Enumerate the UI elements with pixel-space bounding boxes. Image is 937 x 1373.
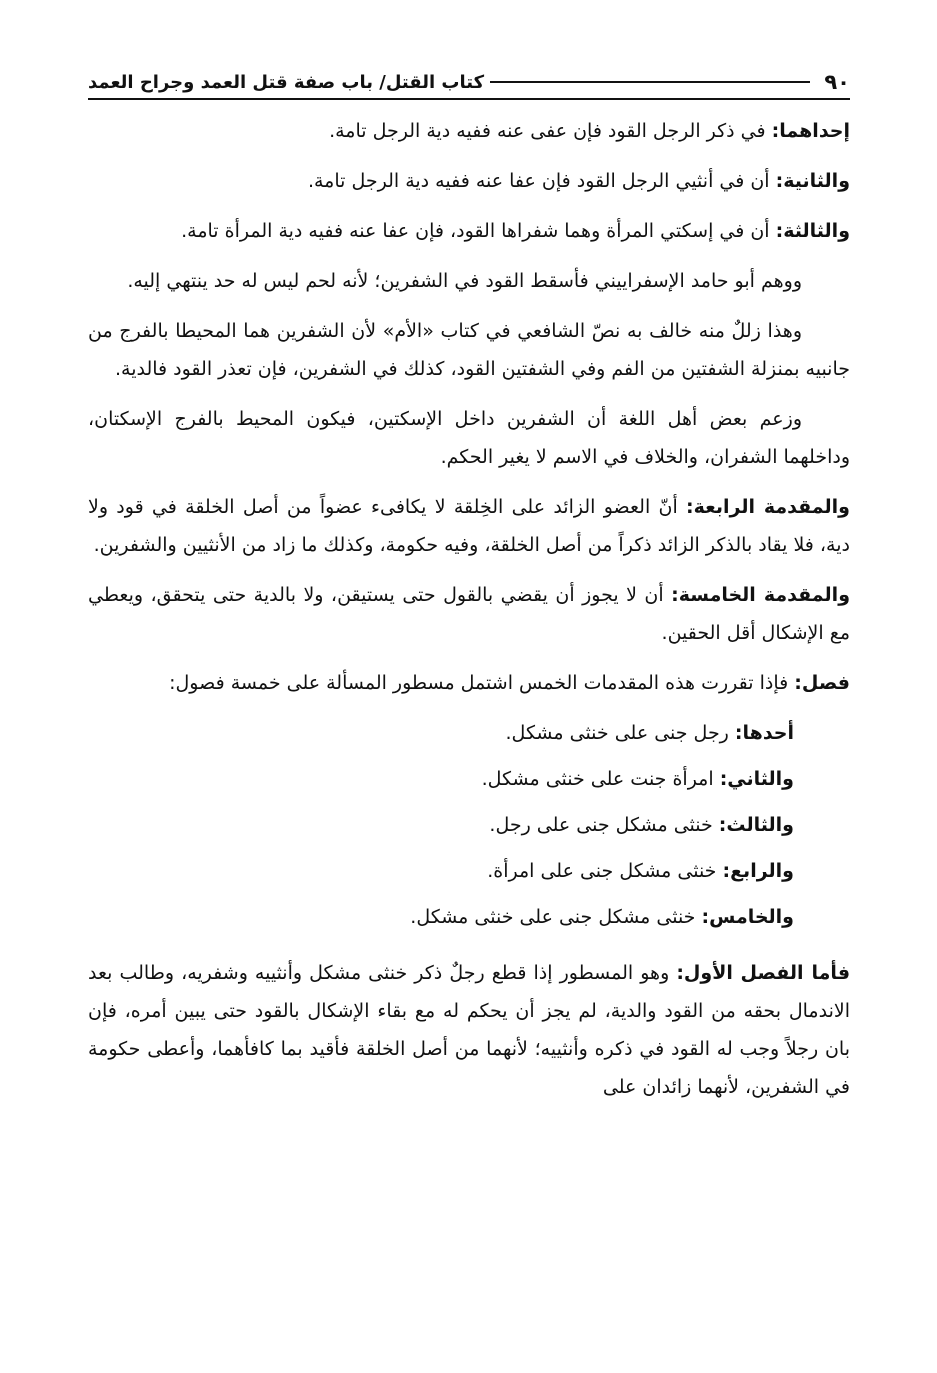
- page-header: [88, 66, 850, 100]
- premise-five-text: أن لا يجوز أن يقضي بالقول حتى يستيقن، ولا بالدية حتى يتحقق، ويعطي مع الإشكال أقل الحقين.: [88, 584, 850, 644]
- paragraph-language: وزعم بعض أهل اللغة أن الشفرين داخل الإسكتين، فيكون المحيط بالفرج الإسكتان، وداخلهما الشفران، والخلاف في الاسم لا يغير الحكم.: [88, 408, 850, 468]
- chapter-text: خنثى مشكل جنى على خنثى مشكل.: [410, 906, 696, 928]
- list-item: [88, 714, 794, 752]
- running-title: كتاب القتل/ باب صفة قتل العمد وجراح العمد: [88, 71, 485, 93]
- intro-item: [88, 162, 850, 200]
- chapter-text: خنثى مشكل جنى على رجل.: [489, 814, 713, 836]
- chapter-text: رجل جنى على خنثى مشكل.: [505, 722, 729, 744]
- first-chapter-paragraph: [88, 954, 850, 1106]
- first-chapter-label-a: فأما: [811, 962, 851, 984]
- premise-five-label: والمقدمة الخامسة:: [671, 584, 850, 606]
- page-number: ٩٠: [824, 70, 850, 94]
- premise-four-label: والمقدمة الرابعة:: [686, 496, 850, 518]
- section-text: فإذا تقررت هذه المقدمات الخمس اشتمل مسطور المسألة على خمسة فصول:: [169, 672, 789, 694]
- list-item: [88, 806, 794, 844]
- first-chapter-text: وهو المسطور إذا قطع رجلٌ ذكر خنثى مشكل وأنثييه وشفريه، وطالب بعد الاندمال بحقه من القود والدية، لم يجز أن يحكم له مع بقاء الإشكال بالقود حتى يبين أمره، فإن بان رجلاً وجب له القود في ذكره وأنثييه؛ لأنهما من أصل الخلقة فأقيد بما كافأهما، وأعطى حكومة في الشفرين، لأنهما زائدان على: [88, 962, 850, 1098]
- list-item: [88, 760, 794, 798]
- premise-four: [88, 488, 850, 564]
- premise-four-text: أنّ العضو الزائد على الخِلقة لا يكافىء عضواً من أصل الخلقة في قود ولا دية، فلا يقاد بالذكر الزائد ذكراً من أصل الخلقة، وفيه حكومة، وكذلك ما زاد من الأنثيين والشفرين.: [88, 496, 850, 556]
- chapter-label: والثالث:: [718, 814, 794, 836]
- chapter-label: أحدها:: [734, 722, 794, 744]
- chapter-label: والرابع:: [722, 860, 794, 882]
- paragraph-abu-hamid: ووهم أبو حامد الإسفراييني فأسقط القود في الشفرين؛ لأنه لحم ليس له حد ينتهي إليه.: [127, 270, 802, 292]
- intro-item: [88, 212, 850, 250]
- chapter-text: خنثى مشكل جنى على امرأة.: [487, 860, 717, 882]
- main-text: [88, 112, 850, 1118]
- section-label: فصل:: [794, 672, 850, 694]
- intro-item: [88, 112, 850, 150]
- intro-item-label: والثانية:: [775, 170, 850, 192]
- first-chapter-label-b: الفصل الأول:: [676, 962, 804, 984]
- section-paragraph: [88, 664, 850, 702]
- chapters-list: [88, 714, 794, 936]
- intro-item-text: أن في أنثيي الرجل القود فإن عفا عنه ففيه دية الرجل تامة.: [307, 170, 770, 192]
- chapter-label: والثاني:: [719, 768, 794, 790]
- paragraph-error: وهذا زللٌ منه خالف به نصّ الشافعي في كتاب «الأم» لأن الشفرين هما المحيطا بالفرج من جانبيه بمنزلة الشفتين من الفم وفي الشفتين القود، كذلك في الشفرين، فإن تعذر القود فالدية.: [88, 320, 850, 380]
- intro-item-label: والثالثة:: [775, 220, 850, 242]
- list-item: [88, 898, 794, 936]
- intro-item-label: إحداهما:: [771, 120, 850, 142]
- list-item: [88, 852, 794, 890]
- chapter-label: والخامس:: [701, 906, 794, 928]
- premise-five: [88, 576, 850, 652]
- header-rule: [490, 81, 810, 83]
- chapter-text: امرأة جنت على خنثى مشكل.: [481, 768, 714, 790]
- intro-item-text: أن في إسكتي المرأة وهما شفراها القود، فإن عفا عنه ففيه دية المرأة تامة.: [181, 220, 770, 242]
- intro-item-text: في ذكر الرجل القود فإن عفى عنه ففيه دية الرجل تامة.: [329, 120, 766, 142]
